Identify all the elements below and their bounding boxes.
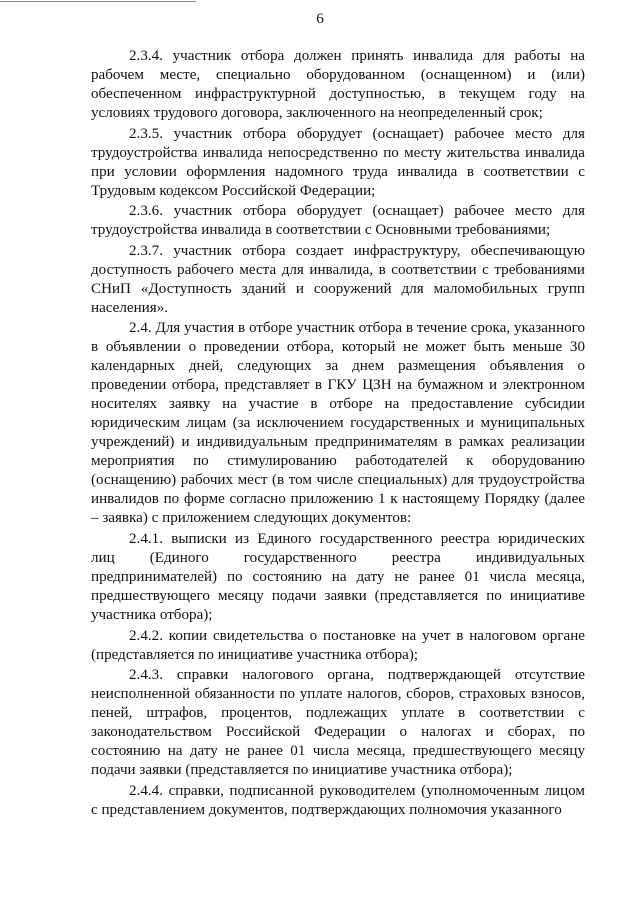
paragraph-2-4-1: 2.4.1. выписки из Единого государственного реестра юридических лиц (Единого государственного реестра индивидуальных предпринимателей) по состоянию на дату не ранее 01 числа месяца, предшествующего месяцу подачи заявки (представляется по инициативе участника отбора); [91,530,585,623]
paragraph-2-4-2: 2.4.2. копии свидетельства о постановке на учет в налоговом органе (представляется по инициативе участника отбора); [91,627,585,663]
paragraph-2-3-6: 2.3.6. участник отбора оборудует (оснащает) рабочее место для трудоустройства инвалида в соответствии с Основными требованиями; [91,203,585,239]
paragraph-2-3-4: 2.3.4. участник отбора должен принять инвалида для работы на рабочем месте, специально оборудованном (оснащенном) и (или) обеспеченном инфраструктурной доступностью, в текущем году на условиях трудового договора, заключенного на неопределенный срок; [91,48,585,121]
paragraph-2-3-7: 2.3.7. участник отбора создает инфраструктуру, обеспечивающую доступность рабочего места для инвалида, в соответствии с требованиями СНиП «Доступность зданий и сооружений для маломобильных групп населения». [91,242,585,316]
page-number: 6 [316,11,324,27]
document-body [91,47,585,821]
paragraph-2-4-3: 2.4.3. справки налогового органа, подтверждающей отсутствие неисполненной обязанности по уплате налогов, сборов, страховых взносов, пеней, штрафов, процентов, подлежащих уплате в соответствии с законодательством Российской Федерации о налогах и сборах, по состоянию на дату не ранее 01 числа месяца, предшествующего месяцу подачи заявки (представляется по инициативе участника отбора); [91,667,585,779]
scan-edge-line [0,1,196,2]
paragraph-2-3-5: 2.3.5. участник отбора оборудует (оснащает) рабочее место для трудоустройства инвалида непосредственно по месту жительства инвалида при условии оформления надомного труда инвалида в соответствии с Трудовым кодексом Российской Федерации; [91,125,585,199]
paragraph-2-4-4: 2.4.4. справки, подписанной руководителем (уполномоченным лицом с представлением документов, подтверждающих полномочия указанного [91,782,585,818]
paragraph-2-4: 2.4. Для участия в отборе участник отбора в течение срока, указанного в объявлении о проведении отбора, который не может быть меньше 30 календарных дней, следующих за днем размещения объявления о проведении отбора, представляет в ГКУ ЦЗН на бумажном и электронном носителях заявку на участие в отборе на предоставление субсидии юридическим лицам (за исключением государственных и муниципальных учреждений) и индивидуальным предпринимателям в рамках реализации мероприятия по стимулированию работодателей к оборудованию (оснащению) рабочих мест (в том числе специальных) для трудоустройства инвалидов по форме согласно приложению 1 к настоящему Порядку (далее – заявка) с приложением следующих документов: [91,320,585,527]
